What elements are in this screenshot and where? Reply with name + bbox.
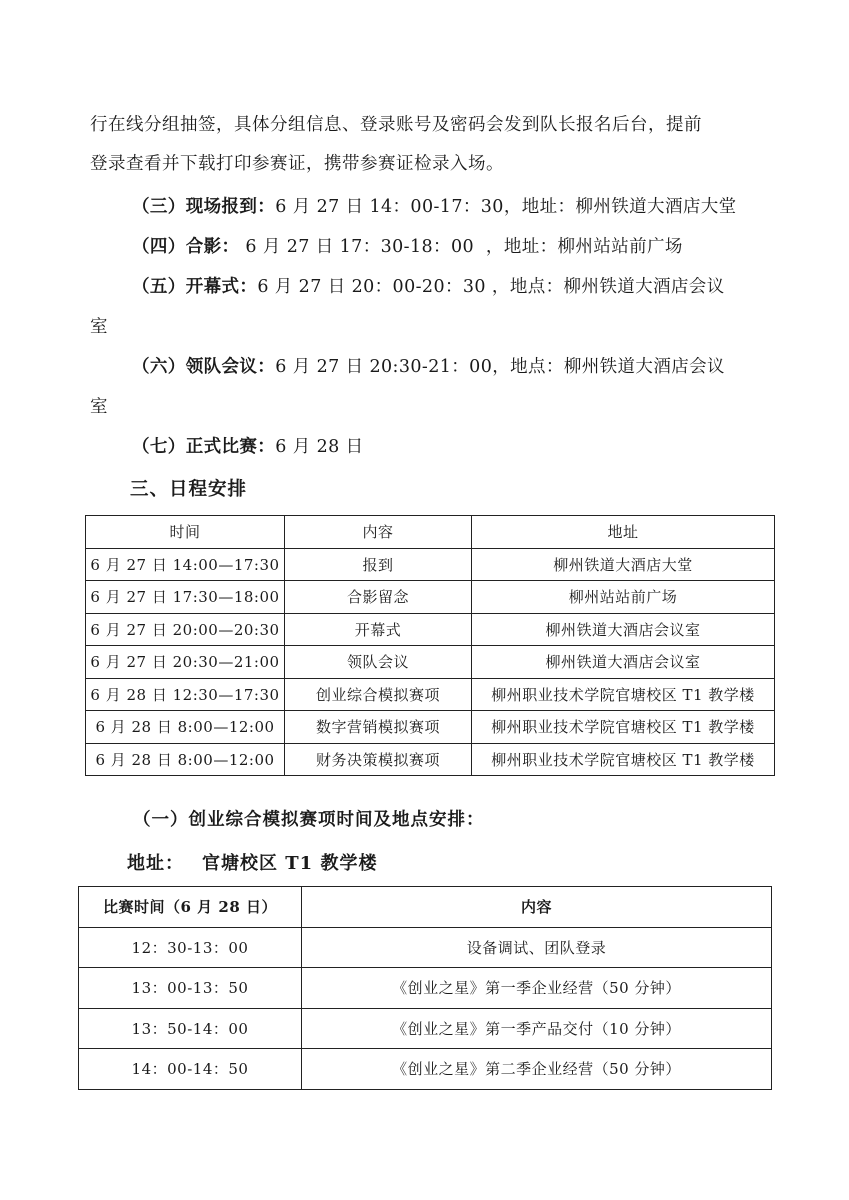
cell-content: 《创业之星》第一季企业经营（50 分钟） (302, 968, 772, 1009)
competition-header-row (79, 887, 772, 928)
table-row (86, 548, 775, 581)
subsection-title: （一）创业综合模拟赛项时间及地点安排： (133, 810, 485, 830)
cell-time: 6 月 28 日 8:00—12:00 (86, 743, 285, 776)
paragraph-line-1: 行在线分组抽签，具体分组信息、登录账号及密码会发到队长报名后台，提前 (90, 115, 702, 135)
item-leader-meeting-wrap: 室 (90, 397, 108, 417)
table-row (79, 968, 772, 1009)
cell-time: 6 月 27 日 17:30—18:00 (86, 581, 285, 614)
cell-time: 14：00-14：50 (79, 1049, 302, 1090)
item-label: （四）合影： (132, 237, 240, 257)
schedule-header-row (86, 516, 775, 549)
item-text: 6 月 27 日 20:30-21：00，地点：柳州铁道大酒店会议 (275, 357, 725, 377)
table-row (86, 678, 775, 711)
table-row (86, 646, 775, 679)
table-row (79, 1008, 772, 1049)
address-value: 官塘校区 T1 教学楼 (202, 853, 378, 874)
item-text: 6 月 27 日 20：00-20：30 ，地点：柳州铁道大酒店会议 (257, 277, 725, 297)
cell-address: 柳州职业技术学院官塘校区 T1 教学楼 (472, 678, 775, 711)
cell-address: 柳州铁道大酒店大堂 (472, 548, 775, 581)
cell-address: 柳州铁道大酒店会议室 (472, 613, 775, 646)
item-onsite-checkin (90, 188, 737, 227)
cell-address: 柳州铁道大酒店会议室 (472, 646, 775, 679)
table-row (86, 581, 775, 614)
cell-content: 创业综合模拟赛项 (285, 678, 472, 711)
cell-time: 12：30-13：00 (79, 927, 302, 968)
competition-schedule-table (78, 886, 772, 1090)
cell-time: 6 月 28 日 8:00—12:00 (86, 711, 285, 744)
cell-time: 6 月 28 日 12:30—17:30 (86, 678, 285, 711)
item-leader-meeting (90, 348, 725, 387)
header-match-time: 比赛时间（6 月 28 日） (79, 887, 302, 928)
cell-time: 6 月 27 日 14:00—17:30 (86, 548, 285, 581)
cell-content: 《创业之星》第一季产品交付（10 分钟） (302, 1008, 772, 1049)
item-formal-competition (90, 428, 364, 467)
cell-address: 柳州职业技术学院官塘校区 T1 教学楼 (472, 743, 775, 776)
header-content: 内容 (302, 887, 772, 928)
cell-address: 柳州职业技术学院官塘校区 T1 教学楼 (472, 711, 775, 744)
cell-content: 财务决策模拟赛项 (285, 743, 472, 776)
cell-content: 《创业之星》第二季企业经营（50 分钟） (302, 1049, 772, 1090)
cell-content: 报到 (285, 548, 472, 581)
item-opening-ceremony-wrap: 室 (90, 317, 108, 337)
cell-content: 领队会议 (285, 646, 472, 679)
section-title-schedule: 三、日程安排 (130, 479, 248, 500)
header-time: 时间 (86, 516, 285, 549)
item-text: 6 月 27 日 14：00-17：30，地址：柳州铁道大酒店大堂 (275, 197, 737, 217)
address-label: 地址： (127, 853, 184, 874)
item-label: （三）现场报到： (132, 197, 276, 217)
paragraph-line-2: 登录查看并下载打印参赛证，携带参赛证检录入场。 (90, 154, 504, 174)
cell-content: 数字营销模拟赛项 (285, 711, 472, 744)
schedule-table (85, 515, 775, 776)
table-row (86, 711, 775, 744)
cell-time: 6 月 27 日 20:30—21:00 (86, 646, 285, 679)
cell-address: 柳州站站前广场 (472, 581, 775, 614)
table-row (79, 1049, 772, 1090)
cell-time: 13：50-14：00 (79, 1008, 302, 1049)
item-label: （六）领队会议： (132, 357, 276, 377)
cell-content: 合影留念 (285, 581, 472, 614)
table-row (79, 927, 772, 968)
item-text: 6 月 27 日 17：30-18：00 ，地址：柳州站站前广场 (239, 237, 683, 257)
table-row (86, 613, 775, 646)
venue-address (127, 846, 377, 882)
item-opening-ceremony (90, 268, 725, 307)
item-group-photo (90, 228, 683, 267)
cell-content: 开幕式 (285, 613, 472, 646)
table-row (86, 743, 775, 776)
cell-time: 13：00-13：50 (79, 968, 302, 1009)
cell-content: 设备调试、团队登录 (302, 927, 772, 968)
item-label: （五）开幕式： (132, 277, 258, 297)
item-text: 6 月 28 日 (275, 437, 364, 457)
header-content: 内容 (285, 516, 472, 549)
cell-time: 6 月 27 日 20:00—20:30 (86, 613, 285, 646)
item-label: （七）正式比赛： (132, 437, 276, 457)
header-address: 地址 (472, 516, 775, 549)
